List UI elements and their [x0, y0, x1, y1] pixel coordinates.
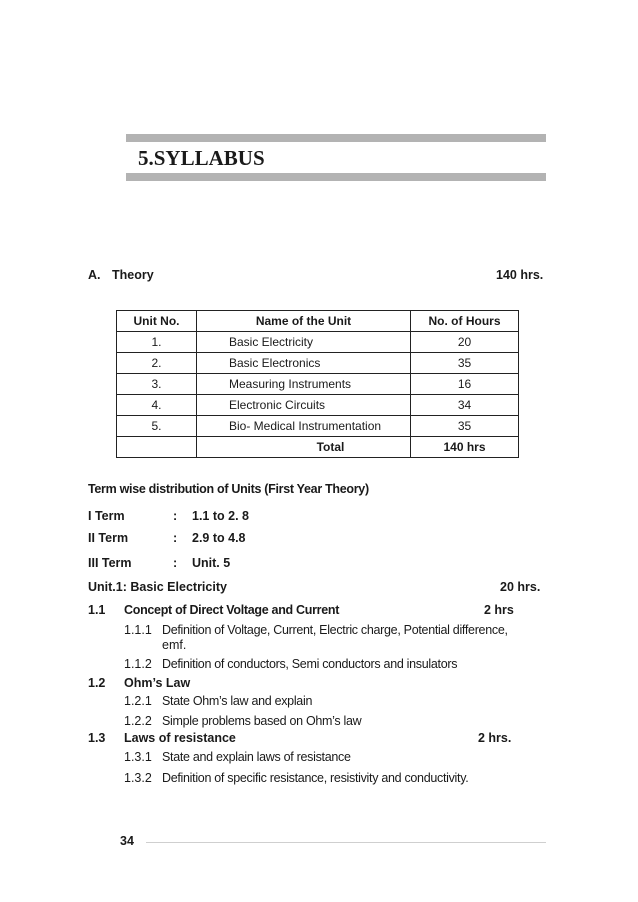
subsection-number: 1.1.1	[124, 623, 152, 637]
subsection-text-cont: emf.	[162, 638, 187, 652]
table-header-row	[117, 311, 519, 332]
unit-no-cell: 4.	[117, 395, 197, 416]
subsection-number: 1.2.2	[124, 714, 152, 728]
unit-name-cell: Basic Electricity	[197, 332, 411, 353]
total-empty-cell	[117, 437, 197, 458]
subsection-text: Definition of specific resistance, resistivity and conductivity.	[162, 771, 469, 785]
unit-no-cell: 5.	[117, 416, 197, 437]
unit-hours-cell: 35	[411, 353, 519, 374]
subsection-text: Definition of Voltage, Current, Electric charge, Potential difference,	[162, 623, 508, 637]
table-row	[117, 332, 519, 353]
theory-hours: 140 hrs.	[496, 268, 544, 282]
table-row	[117, 374, 519, 395]
subsection-number: 1.2.1	[124, 694, 152, 708]
term-3-sep: :	[173, 556, 178, 570]
unit-no-cell: 2.	[117, 353, 197, 374]
term-1-label: I Term	[88, 509, 125, 523]
units-table	[116, 310, 519, 458]
section-hours: 2 hrs	[484, 603, 514, 617]
header-top-bar	[126, 134, 546, 142]
unit-hours-cell: 34	[411, 395, 519, 416]
section-number: 1.2	[88, 676, 106, 690]
term-1-value: 1.1 to 2. 8	[192, 509, 249, 523]
subsection-number: 1.1.2	[124, 657, 152, 671]
theory-title: Theory	[112, 268, 154, 282]
section-title: Laws of resistance	[124, 731, 236, 745]
subsection-text: Definition of conductors, Semi conductors and insulators	[162, 657, 458, 671]
unit-name-cell: Electronic Circuits	[197, 395, 411, 416]
total-hours: 140 hrs	[411, 437, 519, 458]
subsection-number: 1.3.1	[124, 750, 152, 764]
header-hours: No. of Hours	[411, 311, 519, 332]
term-2-sep: :	[173, 531, 178, 545]
unit-hours-cell: 35	[411, 416, 519, 437]
unit-hours-cell: 20	[411, 332, 519, 353]
page-number: 34	[120, 834, 134, 848]
subsection-text: Simple problems based on Ohm’s law	[162, 714, 362, 728]
table-row	[117, 353, 519, 374]
header-unit-no: Unit No.	[117, 311, 197, 332]
theory-label: A.	[88, 268, 101, 282]
total-label: Total	[197, 437, 411, 458]
unit-name-cell: Measuring Instruments	[197, 374, 411, 395]
unit1-hours: 20 hrs.	[500, 580, 541, 594]
unit1-title: Unit.1: Basic Electricity	[88, 580, 227, 594]
section-hours: 2 hrs.	[478, 731, 512, 745]
header-bottom-bar	[126, 173, 546, 181]
subsection-number: 1.3.2	[124, 771, 152, 785]
term-3-label: III Term	[88, 556, 132, 570]
term-distribution-heading: Term wise distribution of Units (First Year Theory)	[88, 482, 369, 496]
term-1-sep: :	[173, 509, 178, 523]
unit-name-cell: Bio- Medical Instrumentation	[197, 416, 411, 437]
section-title: Ohm’s Law	[124, 676, 191, 690]
subsection-text: State Ohm’s law and explain	[162, 694, 313, 708]
header-unit-name: Name of the Unit	[197, 311, 411, 332]
unit-hours-cell: 16	[411, 374, 519, 395]
unit-no-cell: 3.	[117, 374, 197, 395]
term-2-value: 2.9 to 4.8	[192, 531, 246, 545]
footer-rule	[146, 842, 546, 843]
term-2-label: II Term	[88, 531, 129, 545]
page-title: 5.SYLLABUS	[138, 146, 265, 170]
table-row	[117, 395, 519, 416]
table-total-row	[117, 437, 519, 458]
unit-name-cell: Basic Electronics	[197, 353, 411, 374]
term-3-value: Unit. 5	[192, 556, 231, 570]
section-title: Concept of Direct Voltage and Current	[124, 603, 340, 617]
section-number: 1.1	[88, 603, 106, 617]
unit-no-cell: 1.	[117, 332, 197, 353]
section-number: 1.3	[88, 731, 106, 745]
subsection-text: State and explain laws of resistance	[162, 750, 351, 764]
table-row	[117, 416, 519, 437]
